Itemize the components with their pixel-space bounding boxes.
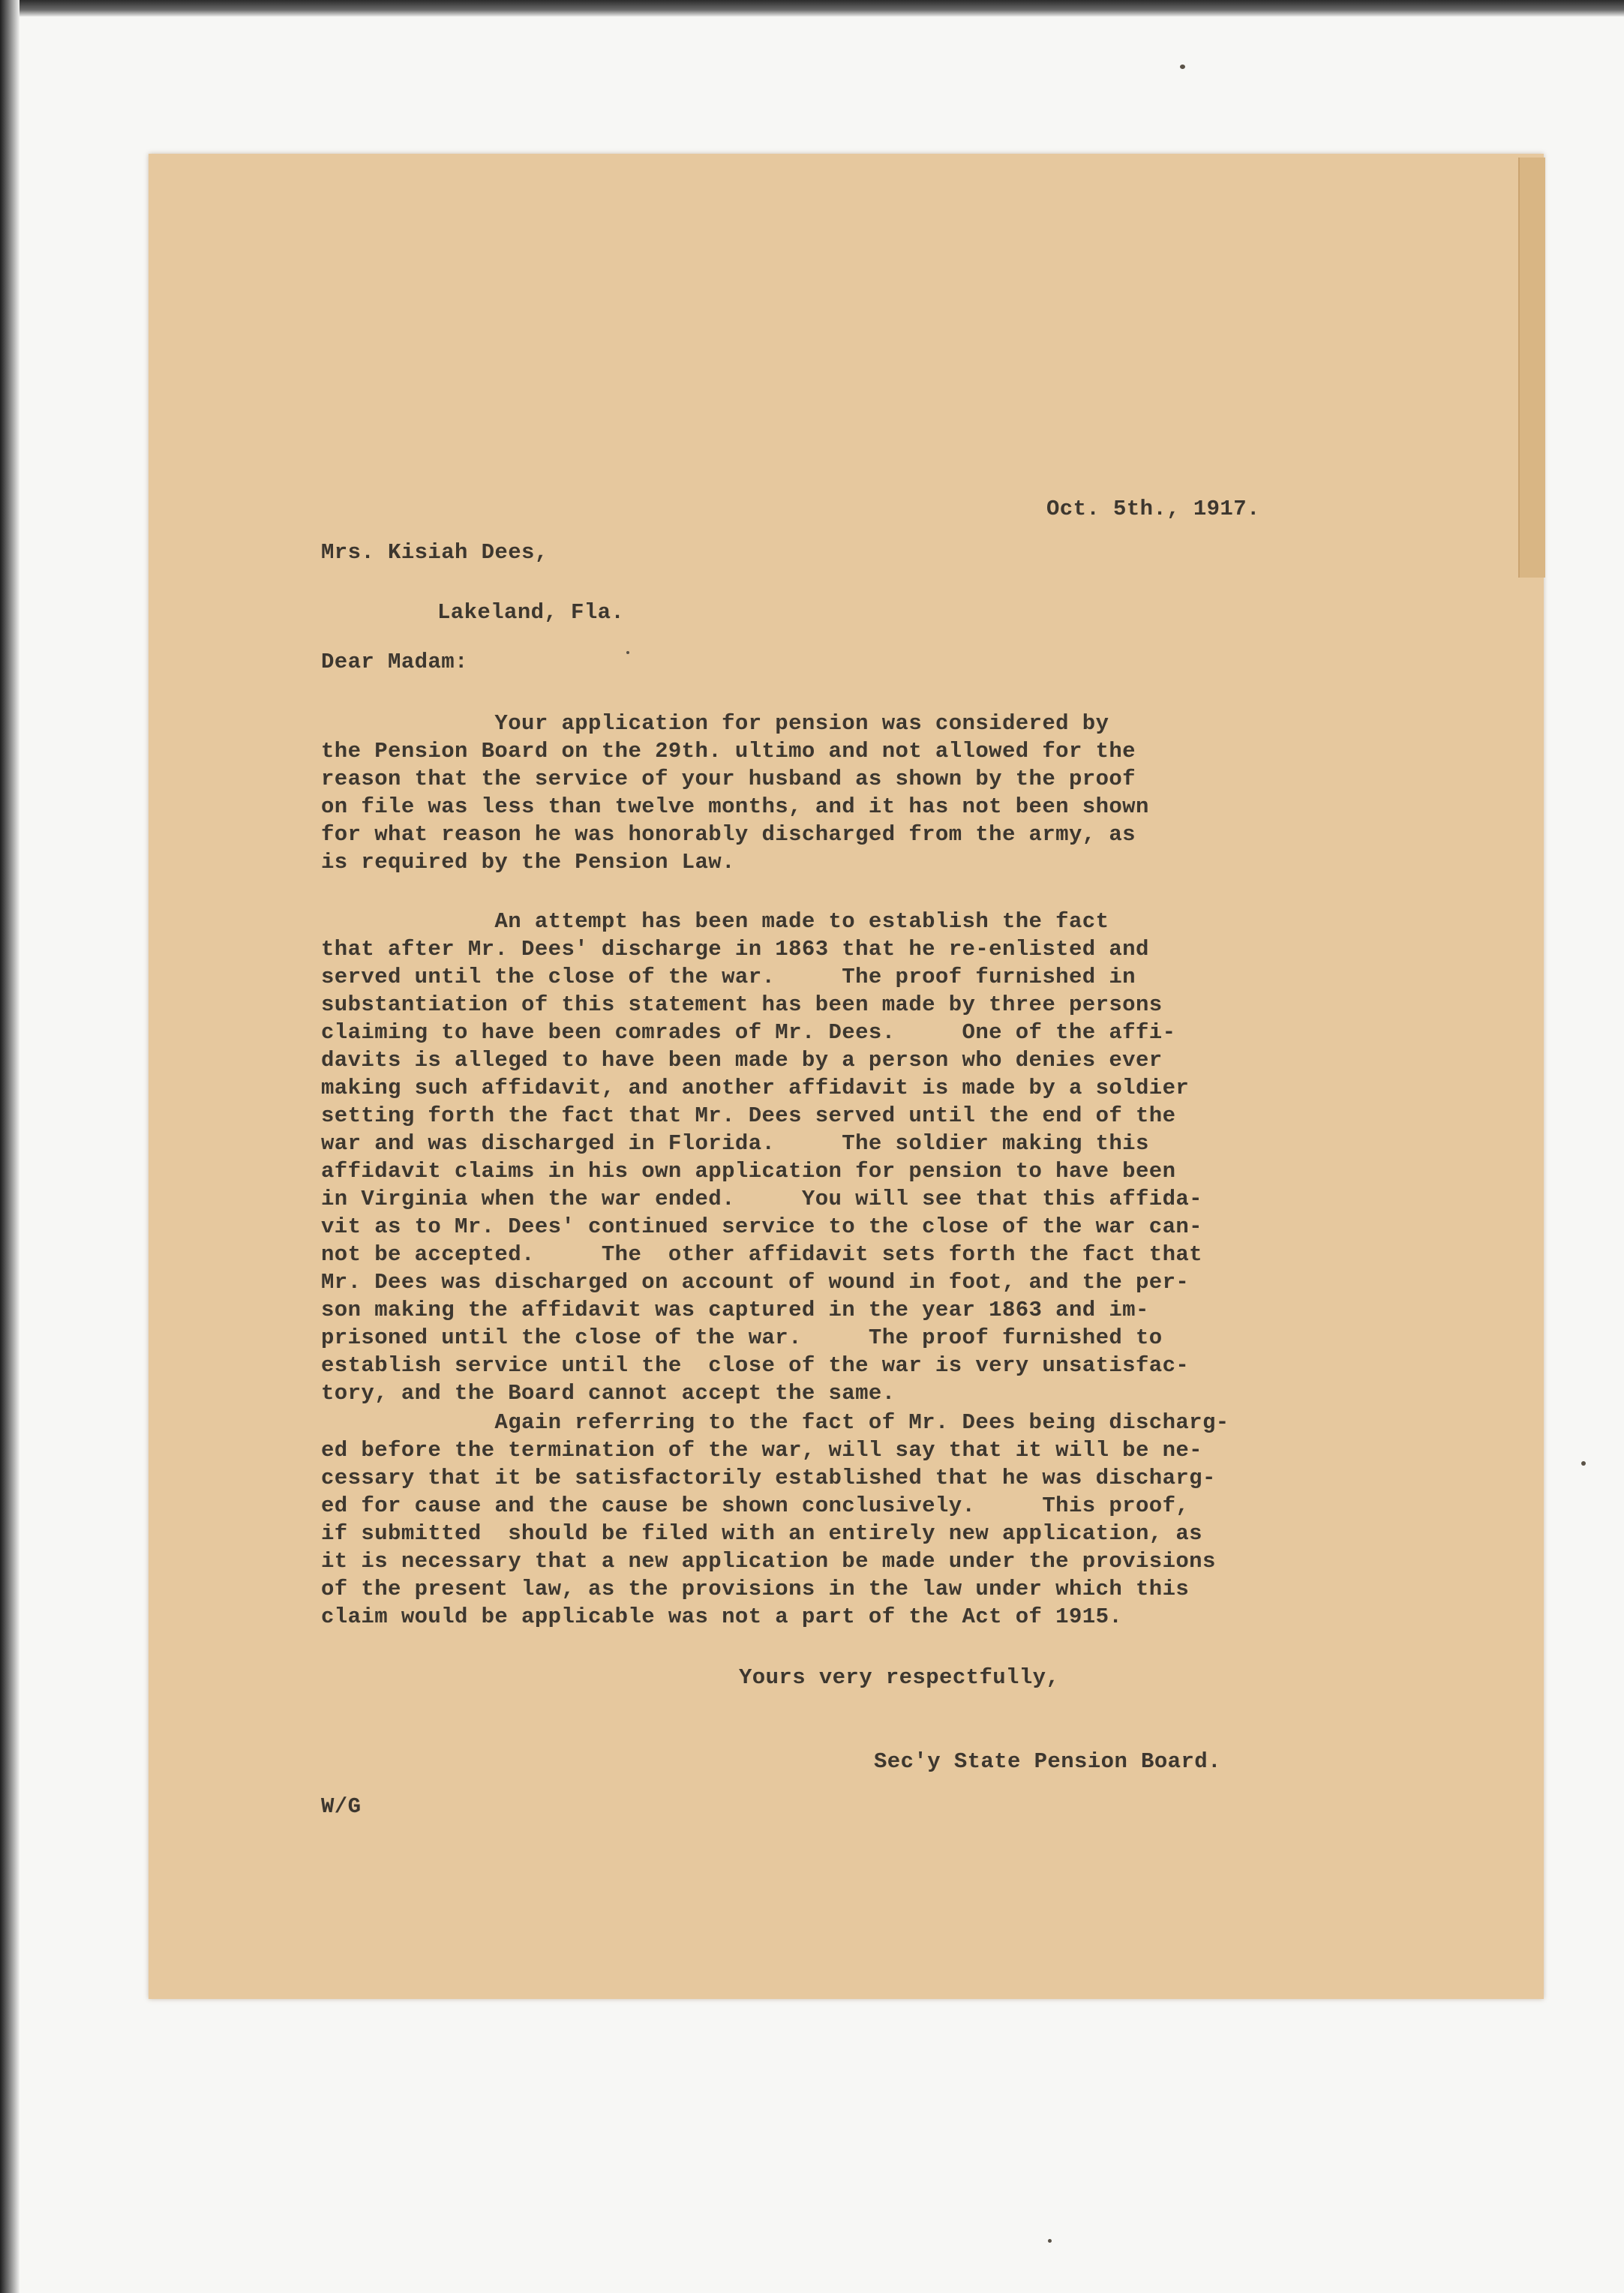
paragraph-line: ed for cause and the cause be shown conclusively. This proof, [321, 1493, 1190, 1518]
signature-title: Sec'y State Pension Board. [874, 1749, 1221, 1774]
recipient-city: Lakeland, Fla. [437, 600, 625, 625]
paragraph-line: making such affidavit, and another affidavit is made by a soldier [321, 1076, 1190, 1100]
paragraph-line: affidavit claims in his own application for pension to have been [321, 1159, 1176, 1184]
paragraph-line: war and was discharged in Florida. The soldier making this [321, 1131, 1149, 1156]
paragraph-line: if submitted should be filed with an entirely new application, as [321, 1521, 1202, 1546]
paragraph-line: the Pension Board on the 29th. ultimo and not allowed for the [321, 739, 1136, 764]
body-paragraph-2 [321, 908, 1202, 1407]
paragraph-line: that after Mr. Dees' discharge in 1863 that he re-enlisted and [321, 937, 1149, 962]
paragraph-line: for what reason he was honorably discharged from the army, as [321, 822, 1136, 847]
recipient-name: Mrs. Kisiah Dees, [321, 540, 548, 565]
typist-initials: W/G [321, 1794, 362, 1819]
paper-fold-edge [1518, 158, 1545, 578]
paper-speck [626, 651, 629, 654]
paragraph-line: is required by the Pension Law. [321, 850, 735, 875]
paragraph-line: son making the affidavit was captured in the year 1863 and im- [321, 1298, 1149, 1322]
closing: Yours very respectfully, [739, 1665, 1060, 1690]
paragraph-line: Mr. Dees was discharged on account of wound in foot, and the per- [321, 1270, 1190, 1295]
paragraph-line: claiming to have been comrades of Mr. Dees. One of the affi- [321, 1020, 1176, 1045]
paragraph-line: claim would be applicable was not a part of the Act of 1915. [321, 1604, 1123, 1629]
letter-date: Oct. 5th., 1917. [1046, 497, 1260, 521]
paper-speck [1581, 1461, 1586, 1466]
paragraph-line: setting forth the fact that Mr. Dees served until the end of the [321, 1103, 1176, 1128]
paragraph-line: vit as to Mr. Dees' continued service to the close of the war can- [321, 1214, 1202, 1239]
body-paragraph-3 [321, 1409, 1229, 1631]
paragraph-line: not be accepted. The other affidavit sets forth the fact that [321, 1242, 1202, 1267]
paragraph-line: Again referring to the fact of Mr. Dees being discharg- [321, 1410, 1229, 1435]
paragraph-line: served until the close of the war. The proof furnished in [321, 965, 1136, 989]
scan-top-edge [0, 0, 1624, 17]
paragraph-line: it is necessary that a new application be made under the provisions [321, 1549, 1216, 1574]
paragraph-line: in Virginia when the war ended. You will see that this affida- [321, 1187, 1202, 1211]
body-paragraph-1 [321, 710, 1149, 876]
paragraph-line: ed before the termination of the war, will say that it will be ne- [321, 1438, 1202, 1463]
paragraph-line: cessary that it be satisfactorily established that he was discharg- [321, 1466, 1216, 1490]
paper-speck [1180, 65, 1185, 69]
paper-speck [1048, 2239, 1052, 2243]
paragraph-line: prisoned until the close of the war. The proof furnished to [321, 1325, 1163, 1350]
paragraph-line: reason that the service of your husband as shown by the proof [321, 767, 1136, 791]
paragraph-line: An attempt has been made to establish the fact [321, 909, 1109, 934]
paragraph-line: tory, and the Board cannot accept the same. [321, 1381, 896, 1406]
paragraph-line: Your application for pension was considered by [321, 711, 1109, 736]
paragraph-line: substantiation of this statement has been made by three persons [321, 992, 1163, 1017]
salutation: Dear Madam: [321, 650, 468, 674]
paragraph-line: establish service until the close of the war is very unsatisfac- [321, 1353, 1190, 1378]
paragraph-line: of the present law, as the provisions in the law under which this [321, 1577, 1190, 1601]
paragraph-line: on file was less than twelve months, and it has not been shown [321, 794, 1149, 819]
paragraph-line: davits is alleged to have been made by a person who denies ever [321, 1048, 1163, 1073]
scan-left-edge [0, 0, 20, 2293]
